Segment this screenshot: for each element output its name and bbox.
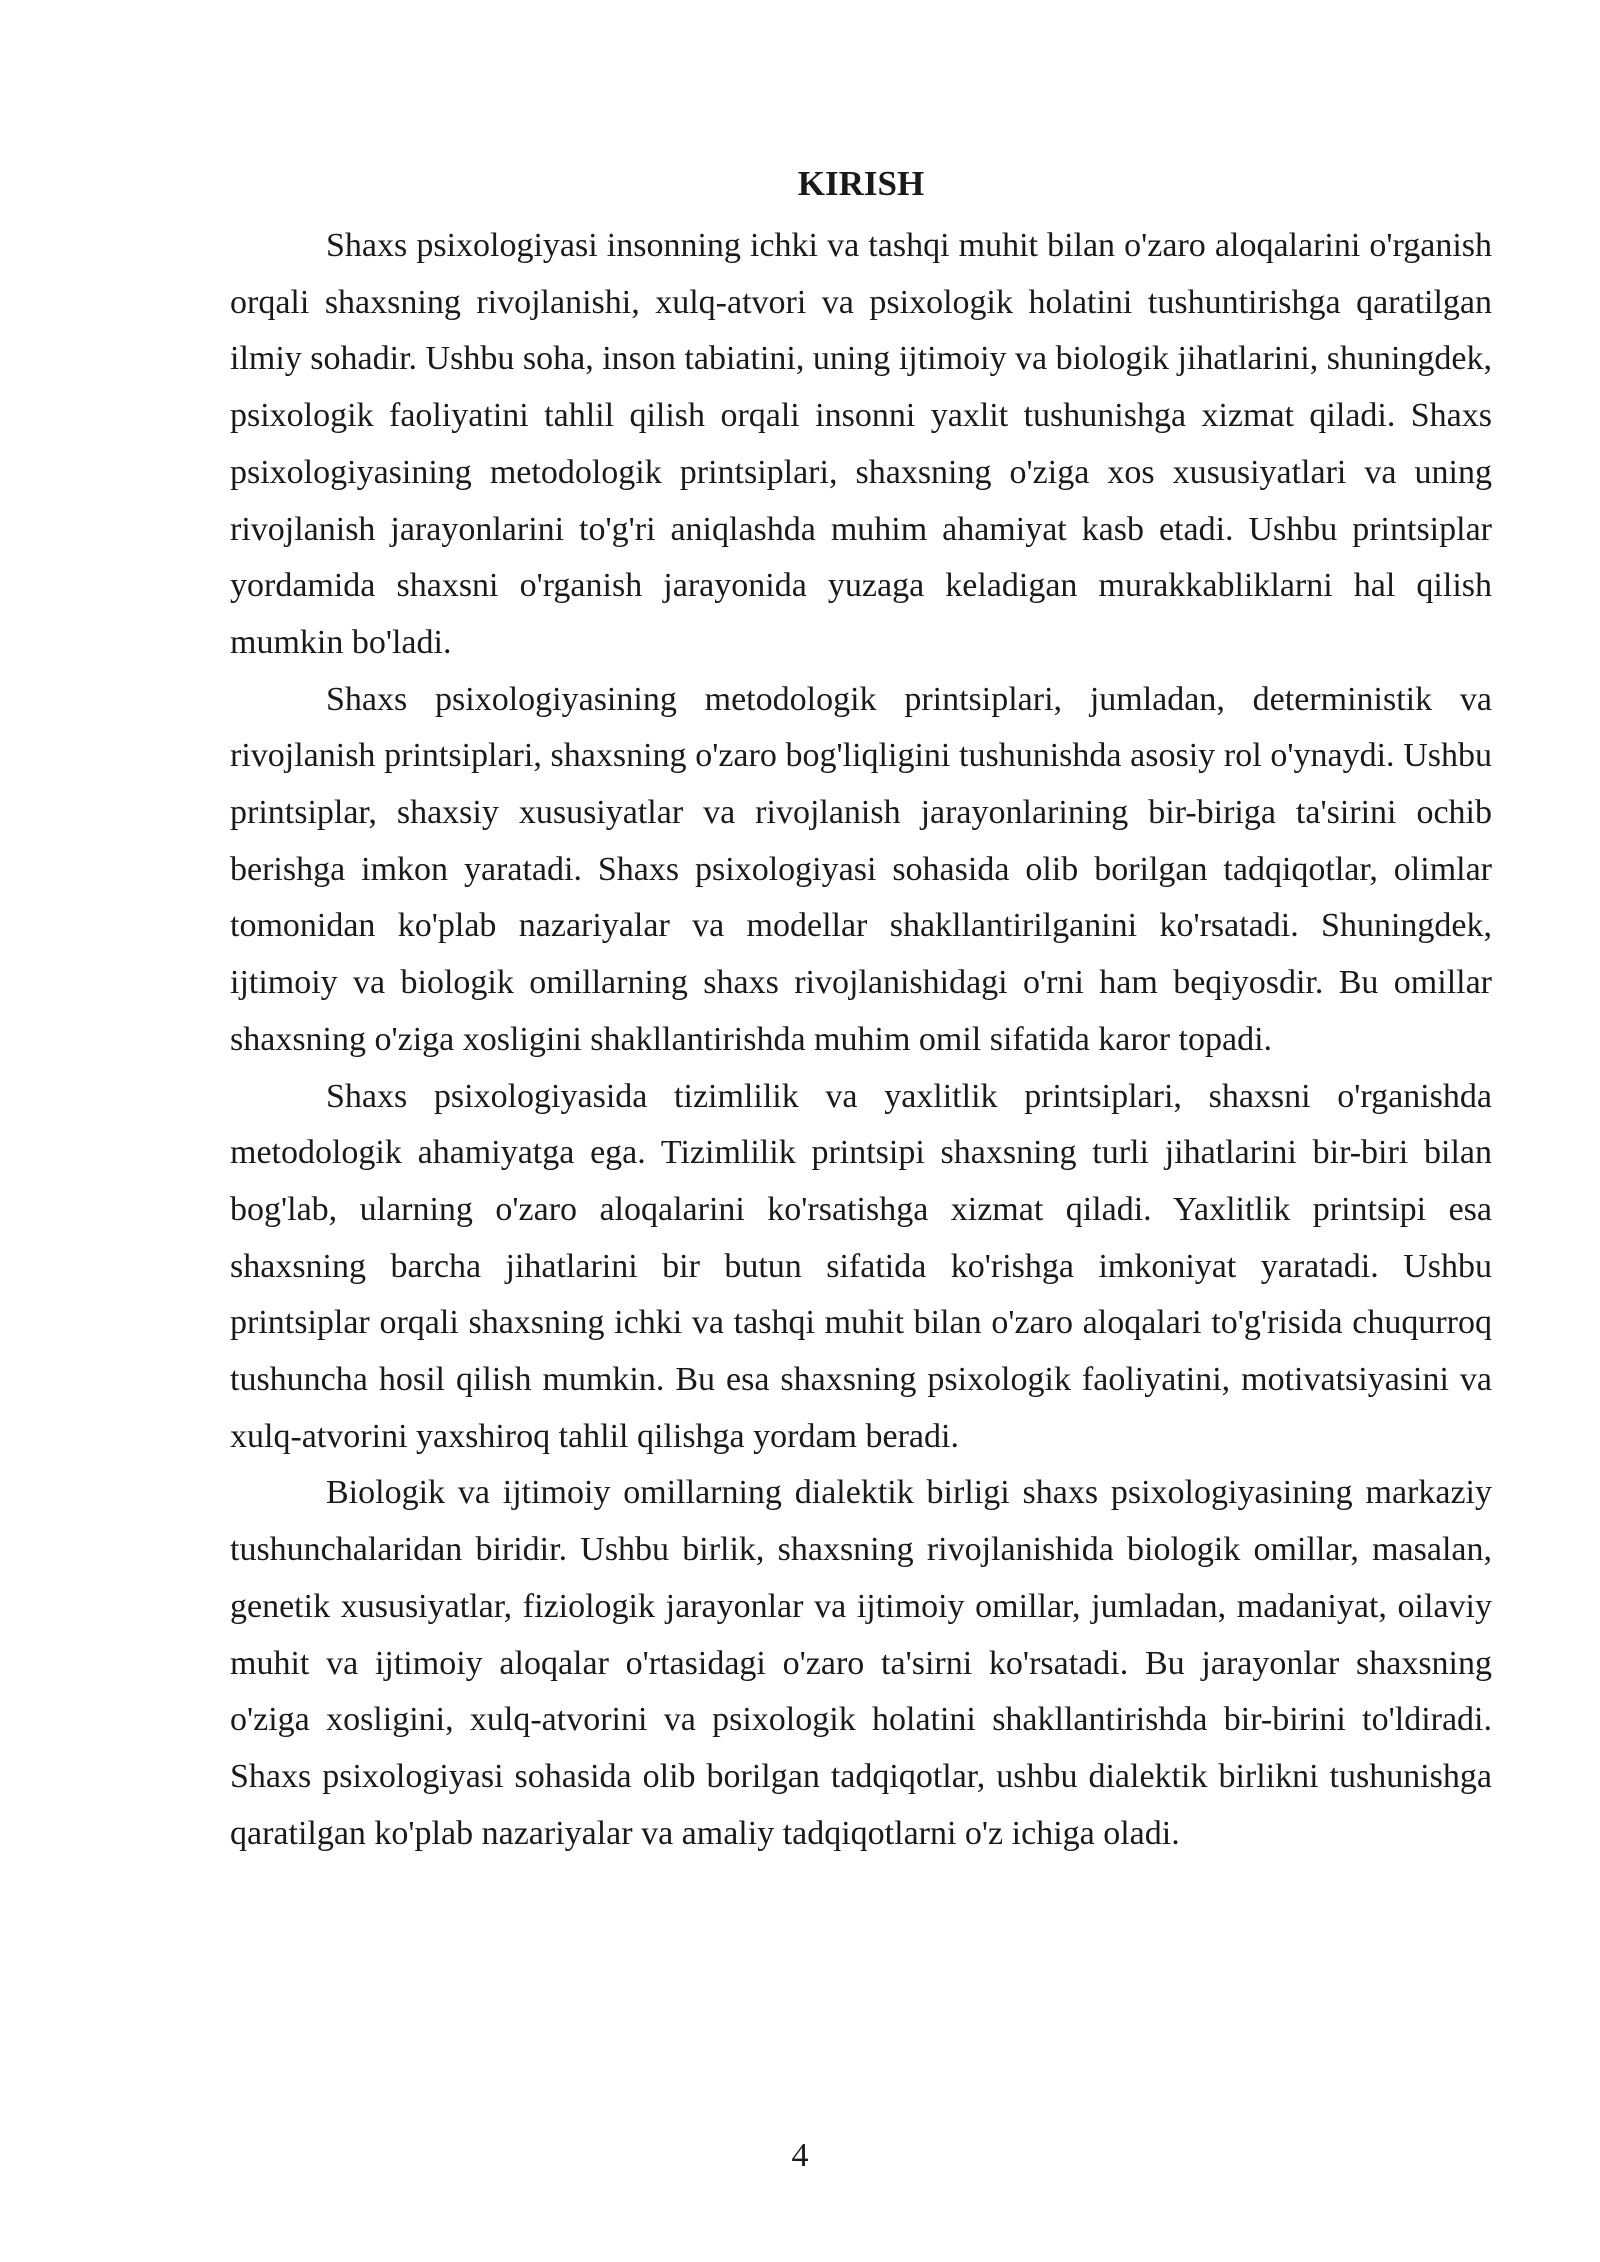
page-number: 4 xyxy=(791,2137,809,2174)
paragraph-1: Shaxs psixologiyasi insonning ichki va tashqi muhit bilan o'zaro aloqalarini o'rganish orqali shaxsning rivojlanishi, xulq-atvori va psixologik holatini tushuntirishga qaratilgan ilmiy sohadir. Ushbu soha, inson tabiatini, uning ijtimoiy va biologik jihatlarini, shuningdek, psixologik faoliyatini tahlil qilish orqali insonni yaxlit tushunishga xizmat qiladi. Shaxs psixologiyasining metodologik printsiplari, shaxsning o'ziga xos xususiyatlari va uning rivojlanish jarayonlarini to'g'ri aniqlashda muhim ahamiyat kasb etadi. Ushbu printsiplar yordamida shaxsni o'rganish jarayonida yuzaga keladigan murakkabliklarni hal qilish mumkin bo'ladi. xyxy=(230,227,1492,661)
section-heading: KIRISH xyxy=(797,164,925,203)
paragraph-4: Biologik va ijtimoiy omillarning dialektik birligi shaxs psixologiyasining markaziy tushunchalaridan biridir. Ushbu birlik, shaxsning rivojlanishida biologik omillar, masalan, genetik xususiyatlar, fiziologik jarayonlar va ijtimoiy omillar, jumladan, madaniyat, oilaviy muhit va ijtimoiy aloqalar o'rtasidagi o'zaro ta'sirni ko'rsatadi. Bu jarayonlar shaxsning o'ziga xosligini, xulq-atvorini va psixologik holatini shakllantirishda bir-birini to'ldiradi. Shaxs psixologiyasi sohasida olib borilgan tadqiqotlar, ushbu dialektik birlikni tushunishga qaratilgan ko'plab nazariyalar va amaliy tadqiqotlarni o'z ichiga oladi. xyxy=(230,1474,1492,1852)
paragraph-3: Shaxs psixologiyasida tizimlilik va yaxlitlik printsiplari, shaxsni o'rganishda metodologik ahamiyatga ega. Tizimlilik printsipi shaxsning turli jihatlarini bir-biri bilan bog'lab, ularning o'zaro aloqalarini ko'rsatishga xizmat qiladi. Yaxlitlik printsipi esa shaxsning barcha jihatlarini bir butun sifatida ko'rishga imkoniyat yaratadi. Ushbu printsiplar orqali shaxsning ichki va tashqi muhit bilan o'zaro aloqalari to'g'risida chuqurroq tushuncha hosil qilish mumkin. Bu esa shaxsning psixologik faoliyatini, motivatsiyasini va xulq-atvorini yaxshiroq tahlil qilishga yordam beradi. xyxy=(230,1077,1492,1455)
page-content xyxy=(230,160,1492,1862)
paragraph-2: Shaxs psixologiyasining metodologik printsiplari, jumladan, deterministik va rivojlanish printsiplari, shaxsning o'zaro bog'liqligini tushunishda asosiy rol o'ynaydi. Ushbu printsiplar, shaxsiy xususiyatlar va rivojlanish jarayonlarining bir-biriga ta'sirini ochib berishga imkon yaratadi. Shaxs psixologiyasi sohasida olib borilgan tadqiqotlar, olimlar tomonidan ko'plab nazariyalar va modellar shakllantirilganini ko'rsatadi. Shuningdek, ijtimoiy va biologik omillarning shaxs rivojlanishidagi o'rni ham beqiyosdir. Bu omillar shaxsning o'ziga xosligini shakllantirishda muhim omil sifatida karor topadi. xyxy=(230,680,1492,1058)
